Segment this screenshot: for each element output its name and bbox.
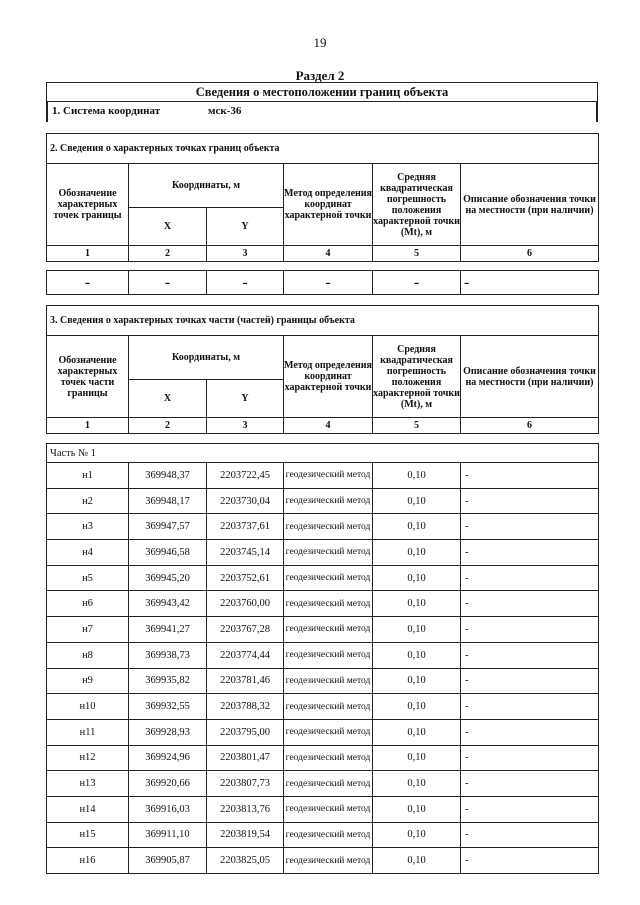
method: геодезический метод [284,617,373,643]
description: - [461,617,599,643]
method: геодезический метод [284,848,373,874]
description: - [461,796,599,822]
description: - [461,771,599,797]
empty-cell: - [47,271,129,295]
accuracy: 0,10 [373,719,461,745]
coord-y: 2203737,61 [207,514,284,540]
col-num: 5 [373,418,461,434]
description: - [461,694,599,720]
point-id: н8 [47,642,129,668]
coord-y: 2203807,73 [207,771,284,797]
accuracy: 0,10 [373,540,461,566]
col-num: 3 [207,246,284,262]
header-y: Y [207,208,284,246]
method: геодезический метод [284,745,373,771]
header-coords: Координаты, м [129,164,284,208]
accuracy: 0,10 [373,642,461,668]
method: геодезический метод [284,822,373,848]
accuracy: 0,10 [373,617,461,643]
accuracy: 0,10 [373,668,461,694]
accuracy: 0,10 [373,488,461,514]
col-num: 4 [284,246,373,262]
coord-y: 2203745,14 [207,540,284,566]
description: - [461,514,599,540]
col-num: 3 [207,418,284,434]
coord-x: 369916,03 [129,796,207,822]
method: геодезический метод [284,463,373,489]
accuracy: 0,10 [373,822,461,848]
point-id: н11 [47,719,129,745]
coord-y: 2203813,76 [207,796,284,822]
point-id: н15 [47,822,129,848]
table-row [47,617,599,643]
point-id: н9 [47,668,129,694]
section-title: Раздел 2 [295,68,345,83]
coord-y: 2203722,45 [207,463,284,489]
coord-y: 2203781,46 [207,668,284,694]
point-id: н6 [47,591,129,617]
col-num: 1 [47,246,129,262]
document-heading: Сведения о местоположении границ объекта [46,82,598,102]
accuracy: 0,10 [373,591,461,617]
coord-system-value: мск-36 [208,105,242,117]
coord-x: 369941,27 [129,617,207,643]
coord-x: 369924,96 [129,745,207,771]
col-num: 6 [461,418,599,434]
method: геодезический метод [284,694,373,720]
point-id: н5 [47,565,129,591]
description: - [461,668,599,694]
coord-x: 369938,73 [129,642,207,668]
table-row [47,719,599,745]
coord-y: 2203788,32 [207,694,284,720]
header-x: X [129,380,207,418]
method: геодезический метод [284,591,373,617]
part1-table [46,443,599,874]
description: - [461,488,599,514]
coord-system-row [46,102,598,122]
empty-cell: - [373,271,461,295]
section3-table [46,305,599,434]
coord-x: 369945,20 [129,565,207,591]
description: - [461,565,599,591]
col-num: 2 [129,246,207,262]
col-num: 6 [461,246,599,262]
table-row [47,565,599,591]
coord-y: 2203801,47 [207,745,284,771]
method: геодезический метод [284,719,373,745]
table-row [47,642,599,668]
method: геодезический метод [284,642,373,668]
empty-cell: - [461,271,599,295]
accuracy: 0,10 [373,745,461,771]
table-row [47,822,599,848]
header-description: Описание обозначения точки на местности (при наличии) [461,164,599,246]
method: геодезический метод [284,514,373,540]
coord-y: 2203760,00 [207,591,284,617]
empty-cell: - [207,271,284,295]
accuracy: 0,10 [373,565,461,591]
header-x: X [129,208,207,246]
accuracy: 0,10 [373,771,461,797]
header-method: Метод определения координат характерной точки [284,336,373,418]
section2-title: 2. Сведения о характерных точках границ объекта [47,134,599,164]
header-description: Описание обозначения точки на местности (при наличии) [461,336,599,418]
header-accuracy: Средняя квадратическая погрешность положения характерной точки (Mt), м [373,336,461,418]
table-row [47,540,599,566]
coord-y: 2203767,28 [207,617,284,643]
table-row [47,745,599,771]
col-num: 1 [47,418,129,434]
header-designation: Обозначение характерных точек границы [47,164,129,246]
coord-x: 369948,37 [129,463,207,489]
header-accuracy: Средняя квадратическая погрешность положения характерной точки (Mt), м [373,164,461,246]
col-num: 5 [373,246,461,262]
method: геодезический метод [284,488,373,514]
accuracy: 0,10 [373,796,461,822]
method: геодезический метод [284,565,373,591]
description: - [461,463,599,489]
coord-y: 2203752,61 [207,565,284,591]
coord-x: 369911,10 [129,822,207,848]
table-row [47,668,599,694]
description: - [461,822,599,848]
coord-y: 2203795,00 [207,719,284,745]
empty-cell: - [129,271,207,295]
accuracy: 0,10 [373,514,461,540]
header-designation: Обозначение характерных точек части границы [47,336,129,418]
description: - [461,540,599,566]
table-row [47,771,599,797]
header-y: Y [207,380,284,418]
empty-cell: - [284,271,373,295]
section2-empty-table [46,270,599,295]
coord-y: 2203819,54 [207,822,284,848]
point-id: н4 [47,540,129,566]
coord-x: 369905,87 [129,848,207,874]
col-num: 2 [129,418,207,434]
table-row [47,488,599,514]
point-id: н14 [47,796,129,822]
point-id: н3 [47,514,129,540]
point-id: н7 [47,617,129,643]
coord-x: 369947,57 [129,514,207,540]
table-row [47,514,599,540]
coord-y: 2203774,44 [207,642,284,668]
coord-x: 369920,66 [129,771,207,797]
method: геодезический метод [284,668,373,694]
part-label: Часть № 1 [47,444,599,463]
description: - [461,745,599,771]
method: геодезический метод [284,796,373,822]
method: геодезический метод [284,771,373,797]
coord-x: 369932,55 [129,694,207,720]
section2-table [46,133,599,262]
method: геодезический метод [284,540,373,566]
description: - [461,719,599,745]
point-id: н12 [47,745,129,771]
table-row [47,591,599,617]
accuracy: 0,10 [373,848,461,874]
coord-x: 369943,42 [129,591,207,617]
header-method: Метод определения координат характерной точки [284,164,373,246]
point-id: н13 [47,771,129,797]
point-id: н2 [47,488,129,514]
coord-x: 369935,82 [129,668,207,694]
table-row [47,848,599,874]
coord-y: 2203730,04 [207,488,284,514]
description: - [461,591,599,617]
accuracy: 0,10 [373,463,461,489]
point-id: н1 [47,463,129,489]
description: - [461,848,599,874]
coord-system-label: 1. Система координат [52,105,161,117]
coord-x: 369948,17 [129,488,207,514]
table-row [47,694,599,720]
description: - [461,642,599,668]
section3-title: 3. Сведения о характерных точках части (частей) границы объекта [47,306,599,336]
accuracy: 0,10 [373,694,461,720]
table-row [47,796,599,822]
point-id: н16 [47,848,129,874]
point-id: н10 [47,694,129,720]
col-num: 4 [284,418,373,434]
page-number: 19 [313,35,327,50]
coord-x: 369928,93 [129,719,207,745]
header-coords: Координаты, м [129,336,284,380]
table-row [47,463,599,489]
coord-y: 2203825,05 [207,848,284,874]
coord-x: 369946,58 [129,540,207,566]
